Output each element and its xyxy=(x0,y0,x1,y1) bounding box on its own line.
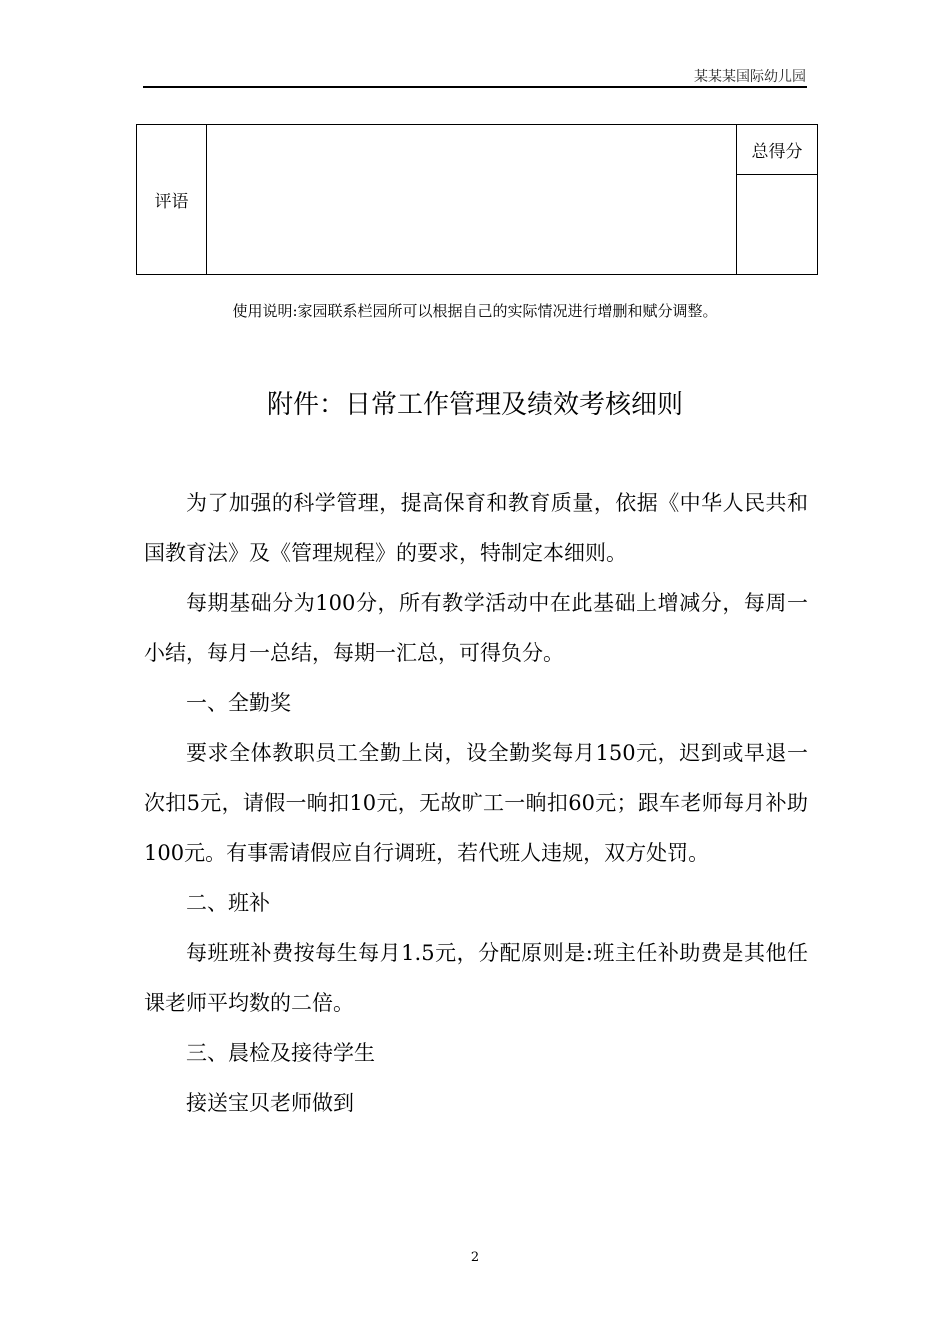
paragraph-attendance: 要求全体教职员工全勤上岗，设全勤奖每月150元，迟到或早退一次扣5元，请假一晌扣10元，无故旷工一晌扣60元；跟车老师每月补助100元。有事需请假应自行调班，若代班人违规，双方处罚。 xyxy=(144,741,808,865)
paragraph-base-score: 每期基础分为100分，所有教学活动中在此基础上增减分，每周一小结，每月一总结，每期一汇总，可得负分。 xyxy=(144,591,808,665)
paragraph-intro: 为了加强的科学管理，提高保育和教育质量，依据《中华人民共和国教育法》及《管理规程》的要求，特制定本细则。 xyxy=(144,491,808,565)
document-title: 附件：日常工作管理及绩效考核细则 xyxy=(266,390,683,420)
evaluation-table xyxy=(136,124,818,275)
body-text xyxy=(144,478,808,1128)
paragraph-class-subsidy: 每班班补费按每生每月1.5元，分配原则是:班主任补助费是其他任课老师平均数的二倍。 xyxy=(144,941,808,1015)
section-heading-class-subsidy: 二、班补 xyxy=(186,891,270,915)
comment-label: 评语 xyxy=(137,125,207,275)
section-heading-morning-check: 三、晨检及接待学生 xyxy=(186,1041,375,1065)
comment-area xyxy=(207,125,737,275)
page-number: 2 xyxy=(470,1250,480,1265)
section-heading-attendance: 一、全勤奖 xyxy=(186,691,291,715)
total-score-label: 总得分 xyxy=(737,125,818,175)
paragraph-morning-check: 接送宝贝老师做到 xyxy=(186,1091,354,1115)
usage-note: 使用说明:家园联系栏园所可以根据自己的实际情况进行增删和赋分调整。 xyxy=(232,302,718,320)
header-org-name: 某某某国际幼儿园 xyxy=(694,69,806,85)
header-rule xyxy=(143,86,807,88)
total-score-cell xyxy=(737,175,818,275)
